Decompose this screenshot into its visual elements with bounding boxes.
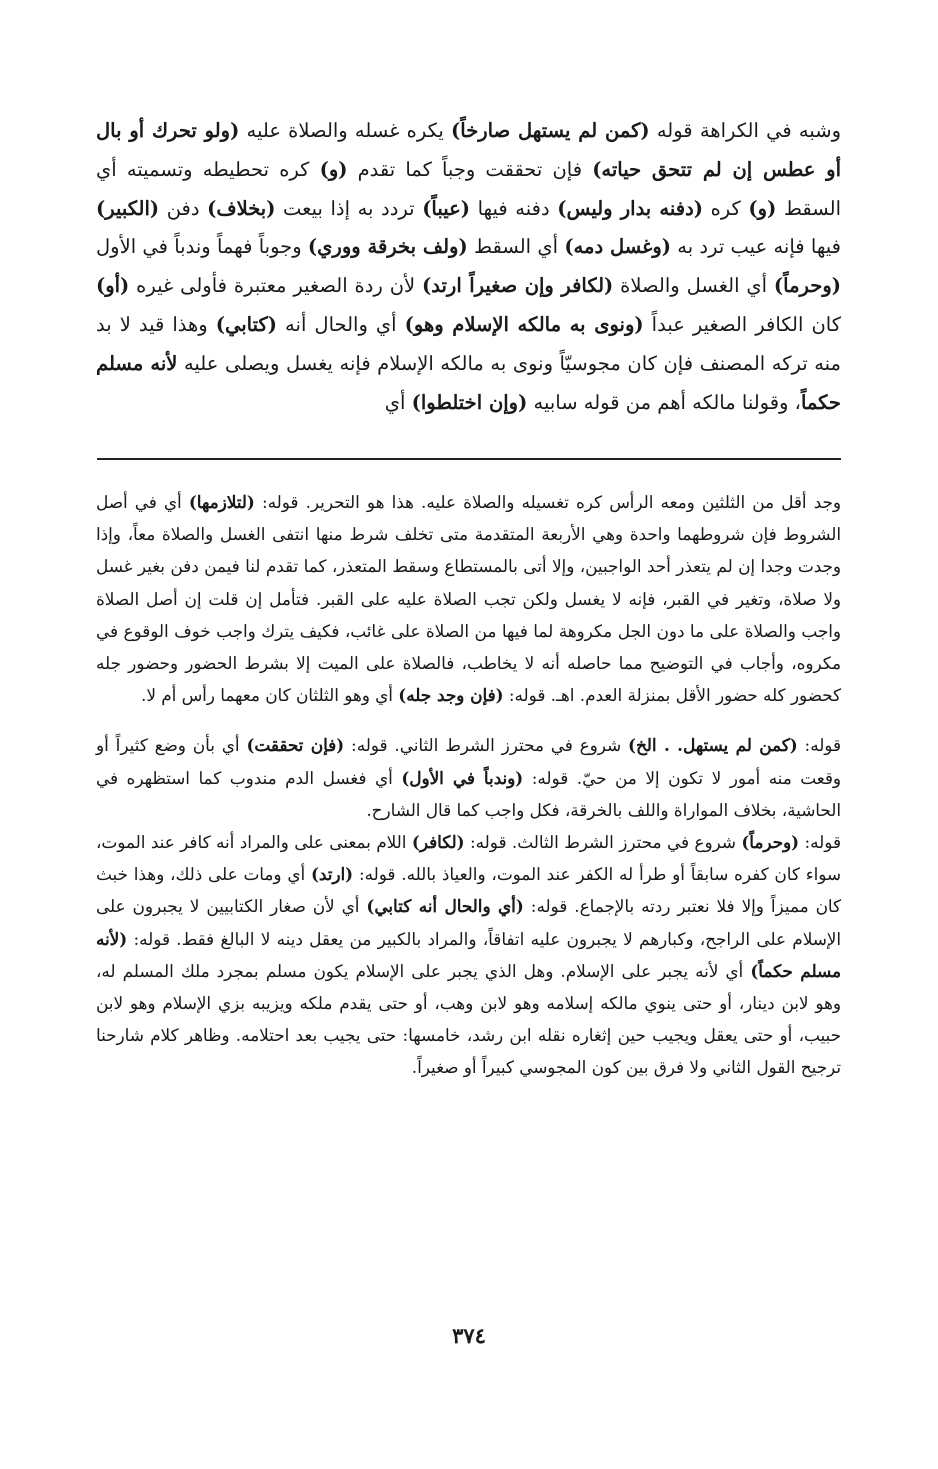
bold-quote: (ولف بخرقة ووري) [307,235,468,259]
bold-quote: (أو) [96,274,130,298]
footnote-3 [96,826,841,1084]
text-run: كره تحطيطه وتسميته أي السقط [96,157,842,220]
bold-quote: (كمن لم يستهل. . الخ) [628,735,798,756]
text-run: كان الكافر الصغير عبداً [643,312,841,336]
bold-quote: (وحرماً) [773,274,841,298]
text-run: شروع في محترز الشرط الثاني. قوله: [344,735,628,756]
bold-quote: (كمن لم يستهل صارخاً) [451,119,650,142]
text-run: وجوباً فهماً وندباً في الأول [96,235,308,259]
bold-quote: (لكافر وإن صغيراً ارتد) [422,274,614,298]
text-run: وهذا قيد لا بد منه تركه المصنف فإن كان مجوسيّاً ونوى به مالكه الإسلام فإنه يغسل ويصلى عليه [96,312,841,375]
text-run: أي الغسل والصلاة [613,274,774,298]
bold-quote: (و) [319,157,348,181]
bold-quote: (وغسل دمه) [564,235,671,259]
bold-quote: (الكبير) [96,196,160,220]
text-run: أي في أصل الشروط فإن شروطهما واحدة وهي الأربعة المتقدمة متى تخلف شرط منها انتفى الغسل والصلاة معاً، وإذا وجدت وجدا إن لم يتعذر أحد الواجبين، وإلا أتى بالمستطاع وسقط المتعذر، كما تقدم لنا فيمن دفن بغير غسل ولا صلاة، وتغير في القبر، فإنه لا يغسل ولكن تجب الصلاة عليه على القبر. فتأمل إن قلت إن أصل الصلاة واجب والصلاة على ما دون الجل مكروهة لما فيها من الصلاة على غائب، فكيف يترك واجب خوف الوقوع في مكروه، وأجاب في التوضيح مما حاصله أنه لا يخاطب، فالصلاة على الميت إلا بشرط الحضور وحضور جله كحضور كله حضور الأقل بمنزلة العدم. اهـ. قوله: [96,492,841,706]
bold-quote: (ارتد) [310,864,354,885]
bold-quote: (وإن اختلطوا) [411,390,528,414]
main-paragraph [96,112,841,422]
text-run: ، وقولنا مالكه أهم من قوله سابيه [527,390,801,414]
footnote-separator [97,458,841,460]
bold-quote: (كتابي) [215,312,278,336]
bold-quote: (بخلاف) [207,196,276,220]
text-run: وشبه في الكراهة قوله [649,119,841,142]
text-run: أي فغسل الدم مندوب كما استظهره في الحاشية، بخلاف المواراة واللف بالخرقة، فكل واجب كما قال الشارح. [96,767,841,820]
bold-quote: لأنه مسلم حكماً [96,351,841,414]
text-run: اللام بمعنى على والمراد أنه كافر عند الموت، سواء كان كفره سابقاً أو طرأ له الكفر عند الموت، والعياذ بالله. قوله: [96,832,841,885]
bold-quote: (دفنه بدار وليس) [557,196,703,220]
text-run: فإن تحققت وجباً كما تقدم [347,157,593,181]
bold-quote: (وندباً في الأول) [401,767,524,788]
text-run: شروع في محترز الشرط الثالث. قوله: [464,832,742,853]
bold-quote: (عيباً) [422,196,470,220]
text-run: أي ومات على ذلك، وهذا خبث كان مميزاً وإلا فلا نعتبر ردته بالإجماع. قوله: [96,864,841,917]
text-run: لأن ردة الصغير معتبرة فأولى غيره [129,274,423,298]
bold-quote: (لتلازمها) [188,492,255,512]
bold-quote: (ولو تحرك أو بال أو عطس إن لم تتحق حياته) [96,119,841,181]
footnotes-block [96,486,841,1084]
bold-quote: (ونوى به مالكه الإسلام وهو) [404,312,644,336]
main-text-block [96,112,841,422]
text-run: قوله: [799,832,841,853]
text-run: دفنه فيها [470,196,558,220]
text-run: وجد أقل من الثلثين ومعه الرأس كره تغسيله والصلاة عليه. هذا هو التحرير. قوله: [254,492,841,512]
text-run: أي [384,390,412,414]
text-run: أي والحال أنه [277,312,405,336]
text-run: فيها فإنه عيب ترد به [670,235,842,259]
bold-quote: (أي والحال أنه كتابي) [366,896,524,917]
text-run: دفن [159,196,208,220]
text-run: أي لأن صغار الكتابيين لا يجبرون على الإسلام على الراجح، وكبارهم لا يجبرون عليه اتفاقاً، والمراد بالكبير من يعقل دينه لا البالغ فقط. قوله: [96,896,841,949]
bold-quote: (لأنه مسلم حكماً) [96,928,841,981]
bold-quote: (فإن تحققت) [246,735,345,756]
bold-quote: (و) [748,196,777,220]
text-run: قوله: [797,735,842,756]
text-run: أي لأنه يجبر على الإسلام. وهل الذي يجبر على الإسلام يكون مسلم بمجرد ملك المسلم له، وهو لابن دينار، أو حتى ينوي مالكه إسلامه وهو لابن وهب، أو حتى يقدم ملكه ويزيبه بزي الإسلام وهو لابن حبيب، أو حتى يعقل ويجيب حين إثغاره نقله ابن رشد، خامسها: حتى يجيب بعد احتلامه. وظاهر كلام شارحنا ترجيح القول الثاني ولا فرق بين كون المجوسي كبيراً أو صغيراً. [96,960,841,1078]
text-run: أي بأن وضع كثيراً أو وقعت منه أمور لا تكون إلا من حيّ. قوله: [96,735,841,788]
text-run: تردد به إذا بيعت [275,196,423,220]
text-run: أي السقط [467,235,565,259]
footnote-1 [96,486,841,711]
footnote-2 [96,729,841,826]
bold-quote: (فإن وجد جله) [398,685,504,706]
bold-quote: (لكافر) [411,832,465,853]
text-run: كره [702,196,749,220]
text-run: يكره غسله والصلاة عليه [239,119,452,142]
text-run: أي وهو الثلثان كان معهما رأس أم لا. [141,685,399,706]
page-number: ٣٧٤ [452,1323,486,1348]
bold-quote: (وحرماً) [741,832,800,853]
